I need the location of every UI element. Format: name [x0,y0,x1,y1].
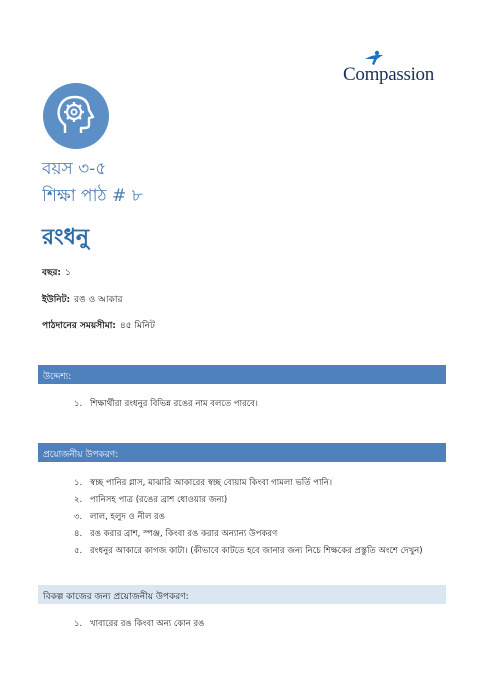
list-item [74,527,277,541]
list-item [74,397,258,411]
list-item [74,510,165,524]
page-title: রংধনু [42,225,90,250]
meta-unit-label: ইউনিট: [42,295,71,305]
list-number: ১. [74,478,83,488]
list-number: ১. [74,399,83,409]
list-number: ১. [74,619,83,629]
list-text: স্বচ্ছ পানির গ্লাস, মাঝারি আকারের স্বচ্ছ বোয়াম কিংবা গামলা ভর্তি পানি। [90,478,332,488]
meta-year-value: ১ [65,268,71,278]
materials-heading: প্রয়োজনীয় উপকরণ: [38,443,446,462]
list-text: রঙ করার ব্রাশ, স্পঞ্জ, কিংবা রঙ করার অন্যান্য উপকরণ [90,529,278,539]
meta-unit-value: রঙ ও আকার [74,295,123,305]
list-number: ৩. [74,512,83,522]
logo-text: Compassion [343,64,434,85]
list-text: খাবারের রঙ কিংবা অন্য কোন রঙ [90,619,205,629]
list-number: ৫. [74,546,83,556]
list-text: পানিসহ পাত্র (রঙের ব্রাশ ধোওয়ার জন্য) [90,495,228,505]
meta-duration [42,318,155,333]
list-number: ৪. [74,529,83,539]
meta-year-label: বছর: [42,268,62,278]
list-text: রংধনুর আকারে কাগজ কাটা। (কীভাবে কাটতে হবে জানার জন্য নিচে শিক্ষকের প্রস্তুতি অংশে দেখুন) [90,546,423,556]
age-range: বয়স ৩-৫ [42,159,107,179]
objective-heading: উদ্দেশ্য: [38,365,446,384]
head-gear-icon [43,83,109,149]
list-item [74,617,204,631]
lesson-number: শিক্ষা পাঠ # ৮ [42,186,143,206]
list-item [74,544,423,558]
meta-year [42,265,71,280]
list-item [74,493,227,507]
meta-duration-label: পাঠদানের সময়সীমা: [42,321,116,331]
meta-duration-value: ৪৫ মিনিট [119,321,155,331]
list-text: লাল, হলুদ ও নীল রঙ [90,512,165,522]
alternative-heading: বিকল্প কাজের জন্য প্রয়োজনীয় উপকরণ: [38,585,446,604]
list-text: শিক্ষার্থীরা রংধনুর বিভিন্ন রঙের নাম বলতে পারবে। [90,399,258,409]
list-item [74,476,332,490]
compassion-logo [343,50,447,92]
list-number: ২. [74,495,83,505]
meta-unit [42,292,122,307]
